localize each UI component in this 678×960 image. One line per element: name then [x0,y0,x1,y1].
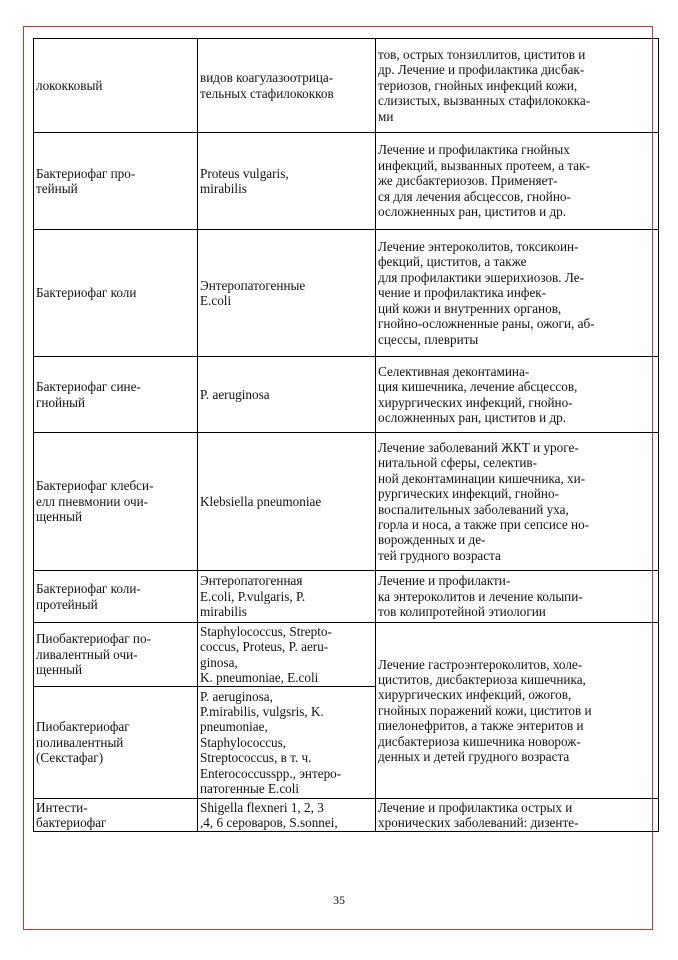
cell-line: Пиобактериофаг по- [36,631,151,647]
cell-line: пиелонефритов, а также энтеритов и [378,718,584,734]
cell-line: K. pneumoniae, E.coli [200,669,319,685]
phage-name-cell [34,571,198,623]
cell-line: гнойный [36,394,86,410]
cell-line: Klebsiella pneumoniae [200,493,322,509]
cell-line: ливалентный очи- [36,646,138,662]
cell-line: E.coli [200,293,232,308]
cell-line: Бактериофаг коли [36,285,137,301]
cell-line: Энтеропатогенные [200,277,306,293]
cell-line: хирургических инфекций, гнойно- [378,394,573,410]
cell-line: териозов, гнойных инфекций кожи, [378,77,578,93]
cell-line: ной деконтаминации кишечника, хи- [378,470,586,486]
cell-line: осложненных ран, циститов и др. [378,204,567,220]
cell-line: Staphylococcus, [200,734,287,750]
phage-name-cell [34,133,198,230]
pathogen-cell [198,230,376,357]
cell-line: Лечение гастроэнтероколитов, холе- [378,656,583,672]
cell-line: хирургических инфекций, ожогов, [378,687,572,703]
cell-line: P. aeruginosa, [200,688,273,704]
cell-line: ,4, 6 сероваров, S.sonnei, [200,815,338,830]
phage-name-cell [34,623,198,687]
cell-line: ginosa, [200,654,238,670]
cell-line: нитальной сферы, селектив- [378,455,538,471]
cell-line: бактериофаг [36,815,107,830]
cell-line: (Секстафаг) [36,750,104,766]
cell-line: денных и детей грудного возраста [378,749,570,765]
table-row [34,230,659,357]
indication-cell [376,433,659,571]
phage-name-cell [34,799,198,832]
cell-line: для профилактики эшерихиозов. Ле- [378,269,584,285]
cell-line: Интести- [36,799,88,815]
cell-line: Бактериофаг коли- [36,581,141,597]
table-row [34,357,659,433]
cell-line: ся для лечения абсцессов, гнойно- [378,188,571,204]
pathogen-cell [198,39,376,133]
cell-line: pneumoniae, [200,719,268,735]
cell-line: E.coli, P.vulgaris, P. [200,588,306,604]
cell-line: же дисбактериозов. Применяет- [378,173,558,189]
cell-line: Staphylococcus, Strepto- [200,623,332,639]
indication-cell [376,133,659,230]
table-row [34,39,659,133]
cell-line: гнойных поражений кожи, циститов и [378,702,592,718]
page-number: 35 [333,893,345,907]
cell-line: Streptococcus, в т. ч. [200,750,312,766]
cell-line: щенный [36,509,83,525]
indication-cell [376,799,659,832]
bacteriophage-table [33,38,659,832]
cell-line: елл пневмонии очи- [36,493,149,509]
cell-line: воспалительных заболеваний уха, [378,501,569,517]
table-row [34,133,659,230]
pathogen-cell [198,799,376,832]
cell-line: поливалентный [36,734,124,750]
cell-line: ция кишечника, лечение абсцессов, [378,379,578,395]
cell-line: осложненных ран, циститов и др. [378,409,567,425]
cell-line: coccus, Proteus, P. aeru- [200,639,329,655]
cell-line: патогенные E.coli [200,781,300,797]
indication-cell [376,623,659,799]
cell-line: видов коагулазоотрица- [200,70,334,86]
cell-line: mirabilis [200,181,247,196]
pathogen-cell [198,623,376,687]
cell-line: тов, острых тонзиллитов, циститов и [378,46,586,62]
cell-line: mirabilis [200,604,247,620]
cell-line: дисбактериоза кишечника новорож- [378,733,581,749]
phage-name-cell [34,230,198,357]
cell-line: Лечение и профилактика острых и [378,799,573,815]
pathogen-cell [198,357,376,433]
pathogen-cell [198,571,376,623]
phage-name-cell [34,687,198,799]
cell-line: др. Лечение и профилактика дисбак- [378,62,585,78]
cell-line: хронических заболеваний: дизенте- [378,815,579,830]
phage-name-cell [34,433,198,571]
cell-line: Лечение энтероколитов, токсикоин- [378,239,579,255]
cell-line: Энтеропатогенная [200,573,303,589]
phage-name-cell [34,39,198,133]
cell-line: Бактериофаг клебси- [36,478,154,494]
cell-line: Enterococcusspp., энтеро- [200,765,342,781]
cell-line: Лечение и профилакти- [378,573,511,589]
cell-line: ций кожи и внутренних органов, [378,300,562,316]
cell-line: Бактериофаг сине- [36,379,141,395]
cell-line: циститов, дисбактериоза кишечника, [378,671,586,687]
cell-line: чение и профилактика инфек- [378,285,547,301]
cell-line: Бактериофаг про- [36,165,136,181]
cell-line: тельных стафилококков [200,85,334,101]
pathogen-cell [198,433,376,571]
table-row [34,623,659,687]
cell-line: P.mirabilis, vulgsris, K. [200,703,324,719]
pathogen-cell [198,133,376,230]
cell-line: фекций, циститов, а также [378,254,527,270]
cell-line: протейный [36,596,98,612]
cell-line: сцессы, плевриты [378,331,479,347]
phage-name-cell [34,357,198,433]
cell-line: гнойно-осложненные раны, ожоги, аб- [378,316,595,332]
cell-line: Proteus vulgaris, [200,165,289,181]
cell-line: Пиобактериофаг [36,719,130,735]
cell-line: ми [378,108,394,124]
cell-line: Shigella flexneri 1, 2, 3 [200,799,324,815]
cell-line: Лечение заболеваний ЖКТ и уроге- [378,439,579,455]
cell-line: инфекций, вызванных протеем, а так- [378,157,590,173]
cell-line: ка энтероколитов и лечение колыпи- [378,588,583,604]
indication-cell [376,39,659,133]
table-row [34,571,659,623]
cell-line: тейный [36,181,78,196]
table-row [34,433,659,571]
table-row [34,799,659,832]
cell-line: Лечение и профилактика гнойных [378,142,570,158]
cell-line: горла и носа, а также при сепсисе но- [378,516,590,532]
cell-line: лококковый [36,77,103,93]
pathogen-cell [198,687,376,799]
indication-cell [376,230,659,357]
cell-line: тей грудного возраста [378,547,501,563]
indication-cell [376,571,659,623]
cell-line: щенный [36,662,83,678]
cell-line: тов колипротейной этиологии [378,604,546,620]
cell-line: рургических инфекций, гнойно- [378,486,559,502]
cell-line: Селективная деконтамина- [378,363,530,379]
cell-line: слизистых, вызванных стафилококка- [378,93,591,109]
cell-line: ворожденных и де- [378,532,486,548]
cell-line: P. aeruginosa [200,386,270,402]
indication-cell [376,357,659,433]
